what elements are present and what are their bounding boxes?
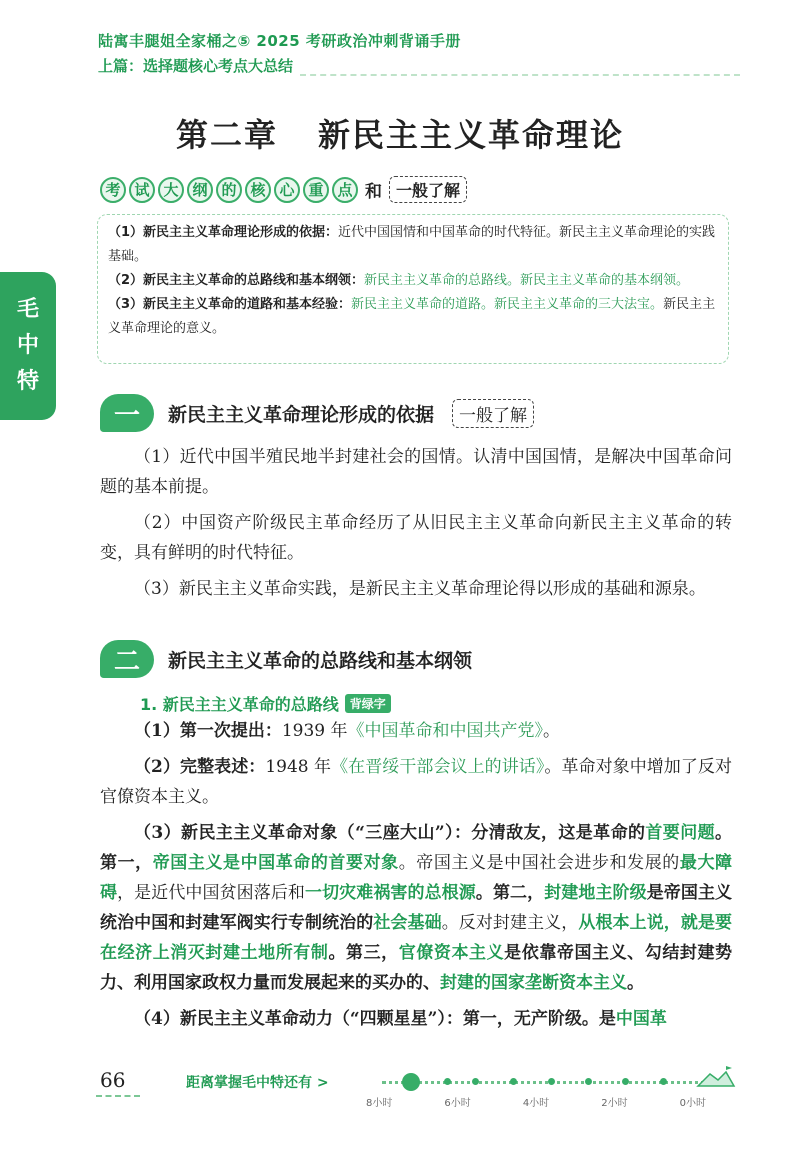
outline-char: 大 — [158, 177, 184, 203]
progress-label: 距离掌握毛中特还有 > — [186, 1075, 329, 1091]
paragraph: （3）新民主主义革命实践，是新民主主义革命理论得以形成的基础和源泉。 — [134, 579, 706, 599]
chapter-name: 新民主主义革命理论 — [318, 116, 625, 154]
page-number: 66 — [100, 1068, 126, 1092]
progress-dot — [510, 1078, 517, 1085]
progress-marker-icon — [402, 1073, 420, 1091]
section-number-badge: 一 — [100, 394, 154, 432]
progress-dot — [444, 1078, 451, 1085]
section-title: 新民主主义革命理论形成的依据 — [168, 403, 435, 426]
outline-char: 核 — [245, 177, 271, 203]
tick-label: 2小时 — [601, 1098, 628, 1109]
progress-dot — [472, 1078, 479, 1085]
chapter-number: 第二章 — [175, 116, 278, 154]
side-section-tab[interactable] — [0, 272, 56, 420]
section-1-body — [100, 442, 732, 610]
progress-dot — [585, 1078, 592, 1085]
paragraph: （4）新民主主义革命动力（“四颗星星”）：第一，无产阶级。是中国革 — [134, 1009, 667, 1029]
paragraph: （1）近代中国半殖民地半封建社会的国情。认清中国国情，是解决中国革命问题的基本前提。 — [100, 447, 732, 497]
side-tab-char: 毛 — [16, 297, 39, 322]
outline-char: 考 — [100, 177, 126, 203]
side-tab-char: 中 — [16, 333, 39, 358]
section-title: 新民主主义革命的总路线和基本纲领 — [168, 649, 473, 672]
chapter-title — [0, 110, 800, 156]
summary-item-1: （1）新民主主义革命理论形成的依据：近代中国国情和中国革命的时代特征。新民主主义革命理论的实践基础。 — [108, 225, 716, 264]
outline-char: 试 — [129, 177, 155, 203]
chevron-right-icon: > — [316, 1075, 329, 1091]
outline-char: 纲 — [187, 177, 213, 203]
exam-outline-heading — [100, 176, 467, 203]
outline-summary-box — [97, 214, 729, 364]
progress-dot — [622, 1078, 629, 1085]
summary-item-2: （2）新民主主义革命的总路线和基本纲领：新民主主义革命的总路线。新民主主义革命的基本纲领。 — [108, 273, 690, 288]
progress-ticks — [366, 1094, 706, 1109]
side-tab-char: 特 — [16, 369, 39, 394]
outline-and: 和 — [365, 182, 382, 202]
section-number-badge: 二 — [100, 640, 154, 678]
subsection-heading — [140, 692, 391, 715]
page-number-underline — [96, 1095, 140, 1097]
section-2-heading — [100, 640, 472, 678]
paragraph: （2）中国资产阶级民主革命经历了从旧民主主义革命向新民主主义革命的转变，具有鲜明的时代特征。 — [100, 513, 732, 563]
outline-char: 心 — [274, 177, 300, 203]
tick-label: 0小时 — [679, 1098, 706, 1109]
outline-char: 的 — [216, 177, 242, 203]
running-header-subtitle: 上篇：选择题核心考点大总结 — [98, 57, 294, 75]
section-1-heading — [100, 394, 534, 432]
subsection-title: 1. 新民主主义革命的总路线 — [140, 695, 339, 714]
progress-dot — [660, 1078, 667, 1085]
tick-label: 8小时 — [366, 1098, 393, 1109]
tick-label: 6小时 — [444, 1098, 471, 1109]
outline-char: 点 — [332, 177, 358, 203]
general-understanding-tag: 一般了解 — [452, 399, 534, 428]
memorize-green-badge: 背绿字 — [345, 694, 391, 713]
summary-item-3: （3）新民主主义革命的道路和基本经验：新民主主义革命的道路。新民主主义革命的三大法宝。新民主主义革命理论的意义。 — [108, 297, 716, 336]
paragraph: （2）完整表述：1948 年《在晋绥干部会议上的讲话》。革命对象中增加了反对官僚资本主义。 — [100, 757, 732, 807]
progress-dot — [548, 1078, 555, 1085]
paragraph: （3）新民主主义革命对象（“三座大山”）：分清敌友，这是革命的首要问题。第一，帝国主义是中国革命的首要对象。帝国主义是中国社会进步和发展的最大障碍，是近代中国贫困落后和一切灾难祸害的总根源。第二，封建地主阶级是帝国主义统治中国和封建军阀实行专制统治的社会基础。反对封建主义，从根本上说，就是要在经济上消灭封建土地所有制。第三，官僚资本主义是依靠帝国主义、勾结封建势力、利用国家政权力量而发展起来的买办的、封建的国家垄断资本主义。 — [100, 823, 733, 993]
section-2-body — [100, 716, 732, 1040]
outline-char: 重 — [303, 177, 329, 203]
general-understanding-tag: 一般了解 — [389, 176, 467, 203]
mountain-flag-icon — [696, 1066, 736, 1088]
tick-label: 4小时 — [522, 1098, 550, 1109]
running-header-title: 陆寓丰腿姐全家桶之⑤ 2025 考研政治冲刺背诵手册 — [98, 32, 461, 50]
paragraph: （1）第一次提出：1939 年《中国革命和中国共产党》。 — [134, 721, 561, 741]
header-divider — [300, 74, 740, 76]
